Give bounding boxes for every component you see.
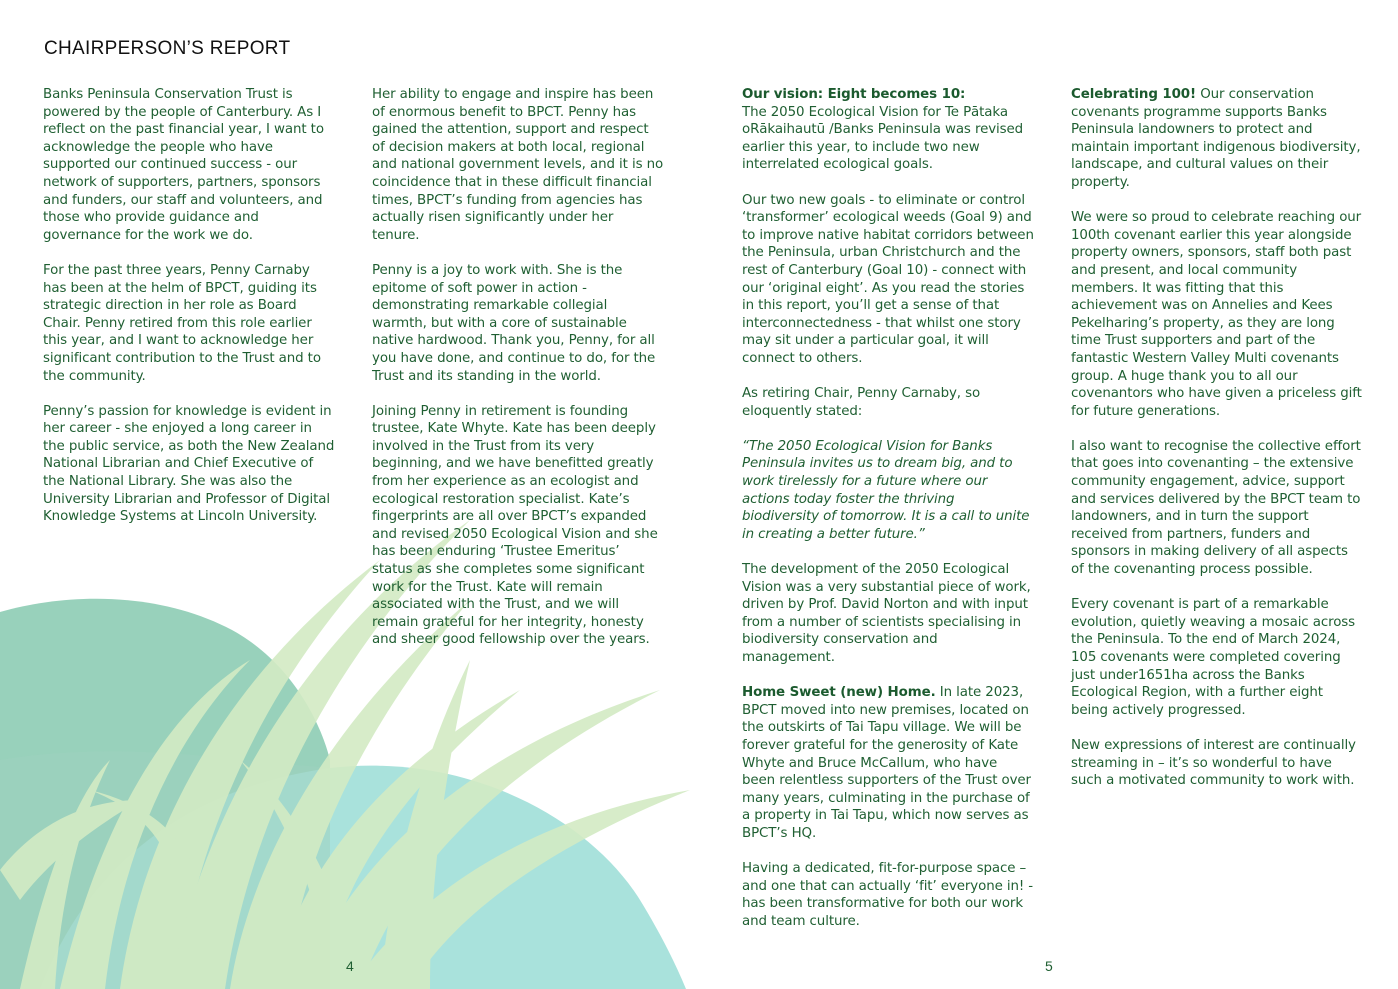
paragraph-text: In late 2023, BPCT moved into new premises, located on the outskirts of Tai Tapu village. We will be forever grateful for the generosity of Kate Whyte and Bruce McCallum, who have been relentless supporters of the Trust over many years, culminating in the purchase of a property in Tai Tapu, which now serves as BPCT’s HQ. [742, 685, 1031, 841]
paragraph: Every covenant is part of a remarkable evolution, quietly weaving a mosaic across the Peninsula. To the end of March 2024, 105 covenants were completed covering just under1651ha across the Banks Ecological Region, with a further eight being actively progressed. [1071, 597, 1356, 718]
paragraph-text: The 2050 Ecological Vision for Te Pātaka oRākaihautū /Banks Peninsula was revised earlier this year, to include two new interrelated ecological goals. [742, 104, 1024, 173]
column-3 [742, 86, 1034, 948]
paragraph: Having a dedicated, fit-for-purpose space – and one that can actually ‘fit’ everyone in! - has been transformative for both our work and team culture. [742, 861, 1034, 929]
column-1 [43, 86, 335, 543]
page-title: CHAIRPERSON’S REPORT [44, 38, 291, 59]
paragraph: Joining Penny in retirement is founding trustee, Kate Whyte. Kate has been deeply involved in the Trust from its very beginning, and we have benefitted greatly from her experience as an ecologist and ecological restoration specialist. Kate’s fingerprints are all over BPCT’s expanded and revised 2050 Ecological Vision and she has been enduring ‘Trustee Emeritus’ status as she completes some significant work for the Trust. Kate will remain associated with the Trust, and we will remain grateful for her integrity, honesty and sheer good fellowship over the years. [372, 403, 658, 648]
paragraph: Her ability to engage and inspire has been of enormous benefit to BPCT. Penny has gained the attention, support and respect of decision makers at both local, regional and national government levels, and it is no coincidence that in these difficult financial times, BPCT’s funding from agencies has actually risen significantly under her tenure. [372, 87, 664, 243]
paragraph [1071, 86, 1363, 192]
paragraph: New expressions of interest are continually streaming in – it’s so wonderful to have such a motivated community to work with. [1071, 737, 1356, 789]
paragraph [742, 684, 1034, 842]
paragraph-text: Our conservation covenants programme supports Banks Peninsula landowners to protect and maintain important indigenous biodiversity, landscape, and cultural values on their property. [1071, 87, 1361, 190]
paragraph [742, 86, 1034, 174]
page-number-left: 4 [346, 958, 354, 974]
paragraph: We were so proud to celebrate reaching our 100th covenant earlier this year alongside property owners, sponsors, staff both past and present, and local community members. It was fitting that this achievement was on Annelies and Kees Pekelharing’s property, as they are long time Trust supporters and part of the fantastic Western Valley Multi covenants group. A huge thank you to all our covenantors who have given a priceless gift for future generations. [1071, 210, 1362, 419]
paragraph: I also want to recognise the collective effort that goes into covenanting – the extensive community engagement, advice, support and services delivered by the BPCT team to landowners, and in turn the support received from partners, funders and sponsors in making delivery of all aspects of the covenanting process possible. [1071, 438, 1361, 578]
section-heading-celebrating: Celebrating 100! [1071, 87, 1197, 102]
column-4 [1071, 86, 1363, 807]
column-2 [372, 86, 664, 667]
paragraph: As retiring Chair, Penny Carnaby, so eloquently stated: [742, 386, 981, 419]
paragraph: The development of the 2050 Ecological Vision was a very substantial piece of work, driven by Prof. David Norton and with input from a number of scientists specialising in biodiversity conservation and management. [742, 562, 1031, 665]
page-number-right: 5 [1045, 958, 1053, 974]
paragraph: For the past three years, Penny Carnaby has been at the helm of BPCT, guiding its strategic direction in her role as Board Chair. Penny retired from this role earlier this year, and I want to acknowledge her significant contribution to the Trust and to the community. [43, 262, 321, 384]
paragraph: Our two new goals - to eliminate or control ‘transformer’ ecological weeds (Goal 9) and to improve native habitat corridors between the Peninsula, urban Christchurch and the rest of Canterbury (Goal 10) - connect with our ‘original eight’. As you read the stories in this report, you’ll get a sense of that interconnectedness - that whilst one story may sit under a particular goal, it will connect to others. [742, 192, 1034, 366]
paragraph: Banks Peninsula Conservation Trust is powered by the people of Canterbury. As I reflect on the past financial year, I want to acknowledge the people who have supported our continued success - our network of supporters, partners, sponsors and funders, our staff and volunteers, and those who provide guidance and governance for the work we do. [43, 87, 324, 243]
paragraph: Penny is a joy to work with. She is the epitome of soft power in action - demonstrating remarkable collegial warmth, but with a core of sustainable native hardwood. Thank you, Penny, for all you have done, and continue to do, for the Trust and its standing in the world. [372, 262, 656, 384]
section-heading-home: Home Sweet (new) Home. [742, 685, 936, 701]
paragraph: Penny’s passion for knowledge is evident in her career - she enjoyed a long career in the public service, as both the New Zealand National Librarian and Chief Executive of the National Library. She was also the University Librarian and Professor of Digital Knowledge Systems at Lincoln University. [43, 403, 335, 525]
section-heading-vision: Our vision: Eight becomes 10: [742, 87, 966, 102]
pull-quote: “The 2050 Ecological Vision for Banks Peninsula invites us to dream big, and to work tirelessly for a future where our actions today foster the thriving biodiversity of tomorrow. It is a call to unite in creating a better future.” [742, 438, 1030, 542]
